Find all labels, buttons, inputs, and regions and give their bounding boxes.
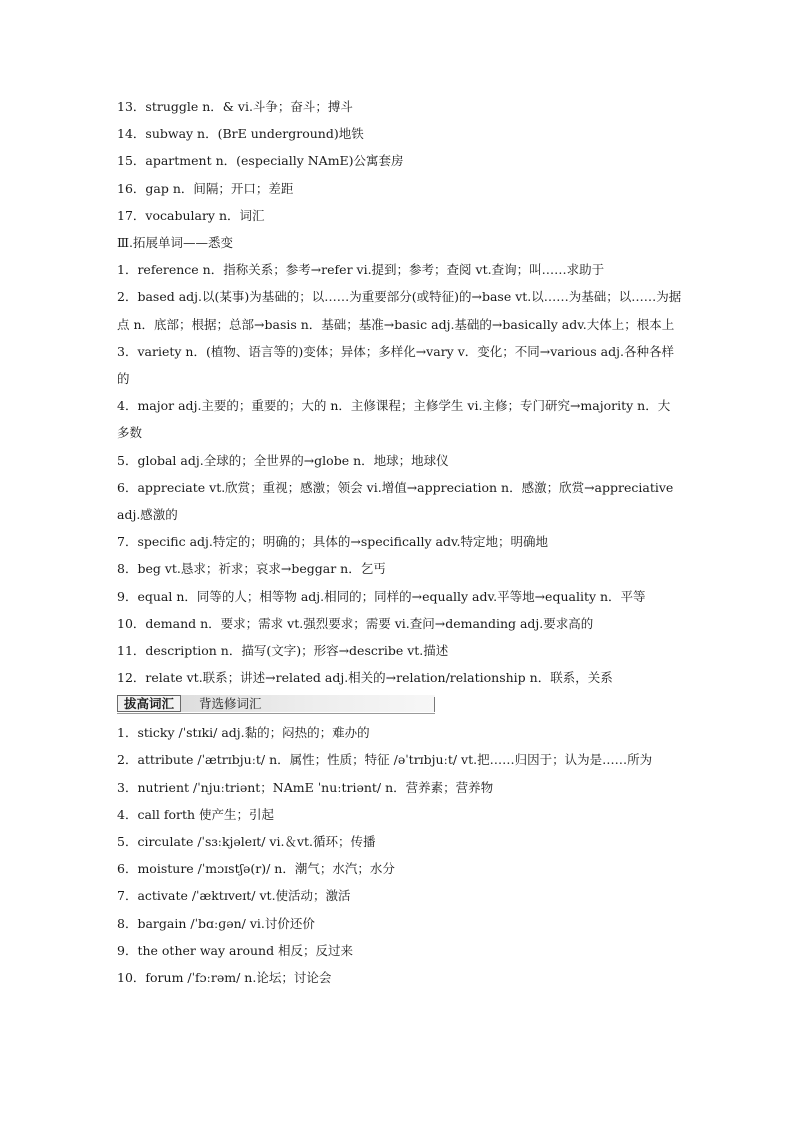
vocab-entry: 6．appreciate vt.欣赏；重视；感激；领会 vi.增值→appreciation n．感激；欣赏→appreciative adj.感激的 (117, 479, 674, 522)
vocab-entry: 9．the other way around 相反；反过来 (117, 942, 354, 958)
vocab-entry: 8．beg vt.恳求；祈求；哀求→beggar n．乞丐 (117, 561, 386, 577)
vocab-entry: 5．global adj.全球的；全世界的→globe n．地球；地球仪 (117, 452, 449, 468)
vocab-entry: 5．circulate /ˈsɜːkjəleɪt/ vi.＆vt.循环；传播 (117, 834, 376, 849)
vocab-entry: 13．struggle n．& vi.斗争；奋斗；搏斗 (117, 99, 353, 114)
vocab-entry: 3．nutrient /ˈnjuːtriənt；NAmE ˈnuːtriənt/ n．营养素；营养物 (117, 779, 494, 795)
vocab-entry: 11．description n．描写(文字)；形容→describe vt.描述 (117, 642, 449, 658)
vocab-entry: 4．call forth 使产生；引起 (117, 806, 275, 822)
vocab-entry: 12．relate vt.联系；讲述→related adj.相关的→relation/relationship n．联系，关系 (117, 670, 613, 686)
vocab-entry: 1．sticky /ˈstɪki/ adj.黏的；闷热的；难办的 (117, 725, 370, 741)
vocab-entry: 16．gap n．间隔；开口；差距 (117, 180, 294, 196)
vocab-entry: 10．forum /ˈfɔːrəm/ n.论坛；讨论会 (117, 969, 332, 985)
vocab-entry: 1．reference n．指称关系；参考→refer vi.提到；参考；查阅 vt.查询；叫……求助于 (117, 262, 605, 278)
vocab-entry: 6．moisture /ˈmɔɪstʃə(r)/ n．潮气；水汽；水分 (117, 861, 395, 877)
vocab-entry: 15．apartment n．(especially NAmE)公寓套房 (117, 153, 404, 169)
banner-tab-label: 拔高词汇 (117, 695, 181, 712)
vocab-entry: 9．equal n．同等的人；相等物 adj.相同的；同样的→equally adv.平等地→equality n．平等 (117, 588, 646, 604)
vocab-entry: 14．subway n．(BrE underground)地铁 (117, 126, 364, 142)
banner-end-mark (434, 697, 435, 712)
vocab-entry: 17．vocabulary n．词汇 (117, 207, 265, 223)
vocab-entry: 3．variety n．(植物、语言等的)变体；异体；多样化→vary v．变化；不同→various adj.各种各样的 (117, 343, 674, 386)
vocab-entry: 7．activate /ˈæktɪveɪt/ vt.使活动；激活 (117, 888, 351, 904)
vocabulary-list (117, 93, 682, 991)
vocab-entry: 7．specific adj.特定的；明确的；具体的→specifically adv.特定地；明确地 (117, 534, 548, 550)
section-heading: Ⅲ.拓展单词——悉变 (117, 234, 234, 250)
vocab-entry: 2．attribute /ˈætrɪbjuːt/ n．属性；性质；特征 /əˈtrɪbjuːt/ vt.把……归因于；认为是……所为 (117, 752, 653, 768)
advanced-vocab-banner (117, 695, 435, 714)
vocab-entry: 10．demand n．要求；需求 vt.强烈要求；需要 vi.查问→demanding adj.要求高的 (117, 615, 594, 631)
vocab-entry: 4．major adj.主要的；重要的；大的 n．主修课程；主修学生 vi.主修；专门研究→majority n．大多数 (117, 398, 671, 441)
vocab-entry: 2．based adj.以(某事)为基础的；以……为重要部分(或特征)的→base vt.以……为基础；以……为据点 n．底部；根据；总部→basis n．基础；基准→basic adj.基础的→basically adv.大体上；根本上 (117, 289, 682, 332)
banner-subtitle: 背选修词汇 (199, 696, 262, 712)
vocab-entry: 8．bargain /ˈbɑːɡən/ vi.讨价还价 (117, 915, 315, 931)
